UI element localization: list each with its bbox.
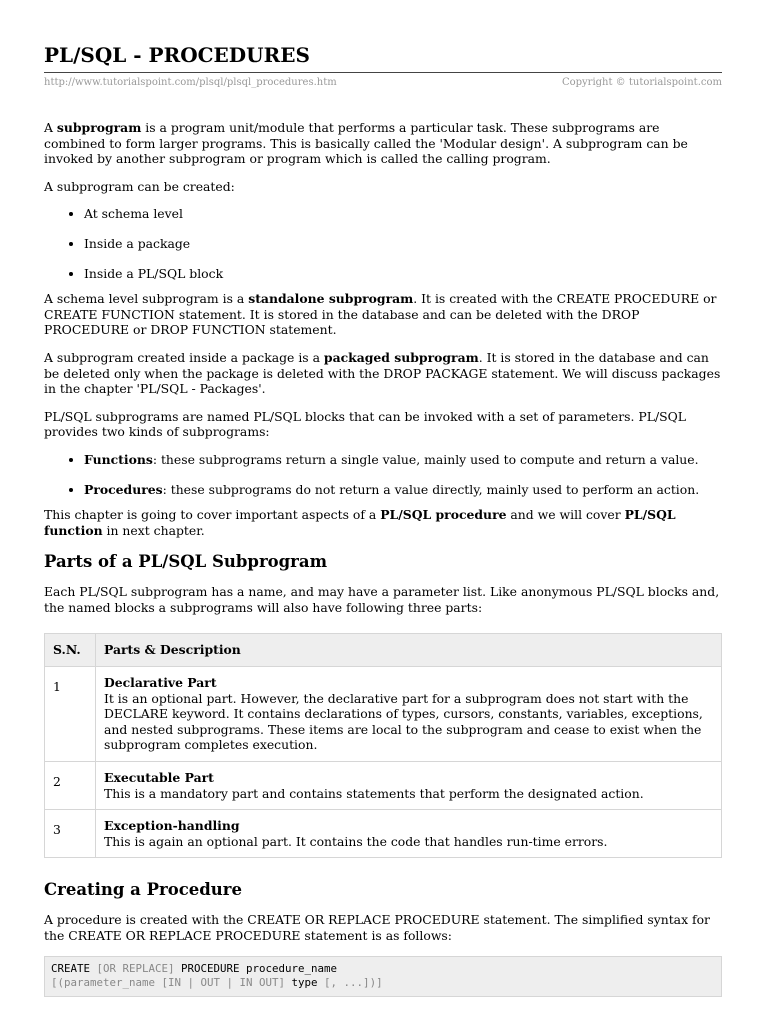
part-title: Exception-handling [104, 818, 240, 834]
row-number: 3 [45, 810, 96, 858]
part-text: This is a mandatory part and contains statements that perform the designated action. [104, 785, 644, 801]
subprogram-kinds-list [44, 452, 722, 497]
part-text: This is again an optional part. It contains the code that handles run-time errors. [104, 833, 608, 849]
list-item: • Inside a PL/SQL block [84, 266, 722, 282]
row-description [96, 667, 722, 762]
intro-paragraph-2: A subprogram can be created: [44, 178, 235, 194]
list-item: • Procedures: these subprograms do not return a value directly, mainly used to perform an action. [84, 482, 722, 498]
part-title: Executable Part [104, 770, 214, 786]
title-rule [44, 72, 722, 73]
column-header-description: Parts & Description [96, 634, 722, 667]
row-description [96, 762, 722, 810]
column-header-sn: S.N. [45, 634, 96, 667]
chapter-scope-paragraph: This chapter is going to cover important aspects of a PL/SQL procedure and we will cover PL/SQL function in next chapter. [44, 507, 676, 538]
creating-intro: A procedure is created with the CREATE OR REPLACE PROCEDURE statement. The simplified syntax for the CREATE OR REPLACE PROCEDURE statement is as follows: [44, 912, 710, 943]
table-row [45, 810, 722, 858]
standalone-paragraph: A schema level subprogram is a standalone subprogram. It is created with the CREATE PROCEDURE or CREATE FUNCTION statement. It is stored in the database and can be deleted with the DROP PROCEDURE or DROP FUNCTION statement. [44, 291, 717, 338]
table-row [45, 667, 722, 762]
list-item: • Functions: these subprograms return a single value, mainly used to compute and return a value. [84, 452, 722, 468]
creation-locations-list [44, 206, 722, 281]
page-title: PL/SQL - PROCEDURES [44, 43, 310, 67]
table-row [45, 762, 722, 810]
part-title: Declarative Part [104, 675, 217, 691]
part-text: It is an optional part. However, the declarative part for a subprogram does not start with the DECLARE keyword. It contains declarations of types, cursors, constants, variables, exceptions, and nested subprograms. These items are local to the subprogram and cease to exist when the subprogram completes execution. [104, 690, 703, 753]
parts-heading: Parts of a PL/SQL Subprogram [44, 552, 328, 572]
syntax-code-block: CREATE [OR REPLACE] PROCEDURE procedure_name [(parameter_name [IN | OUT | IN OUT] type [, ...])] [44, 956, 722, 997]
creating-heading: Creating a Procedure [44, 880, 242, 900]
list-item: • At schema level [84, 206, 722, 222]
article-body [44, 120, 722, 997]
intro-paragraph-1: A subprogram is a program unit/module that performs a particular task. These subprograms are combined to form larger programs. This is basically called the 'Modular design'. A subprogram can be invoked by another subprogram or program which is called the calling program. [44, 120, 688, 167]
copyright-notice: Copyright © tutorialspoint.com [561, 77, 722, 88]
packaged-paragraph: A subprogram created inside a package is a packaged subprogram. It is stored in the database and can be deleted only when the package is deleted with the DROP PACKAGE statement. We will discuss packages in the chapter 'PL/SQL - Packages'. [44, 349, 721, 397]
table-header-row [45, 634, 722, 667]
list-item: • Inside a package [84, 236, 722, 252]
parts-table [44, 633, 722, 858]
kinds-paragraph: PL/SQL subprograms are named PL/SQL blocks that can be invoked with a set of parameters. PL/SQL provides two kinds of subprograms: [44, 408, 686, 440]
row-number: 2 [45, 762, 96, 810]
source-url[interactable]: http://www.tutorialspoint.com/plsql/plsql_procedures.htm [44, 77, 337, 88]
parts-intro: Each PL/SQL subprogram has a name, and may have a parameter list. Like anonymous PL/SQL blocks and, the named blocks a subprograms will also have following three parts: [44, 584, 720, 615]
row-number: 1 [45, 667, 96, 762]
row-description [96, 810, 722, 858]
